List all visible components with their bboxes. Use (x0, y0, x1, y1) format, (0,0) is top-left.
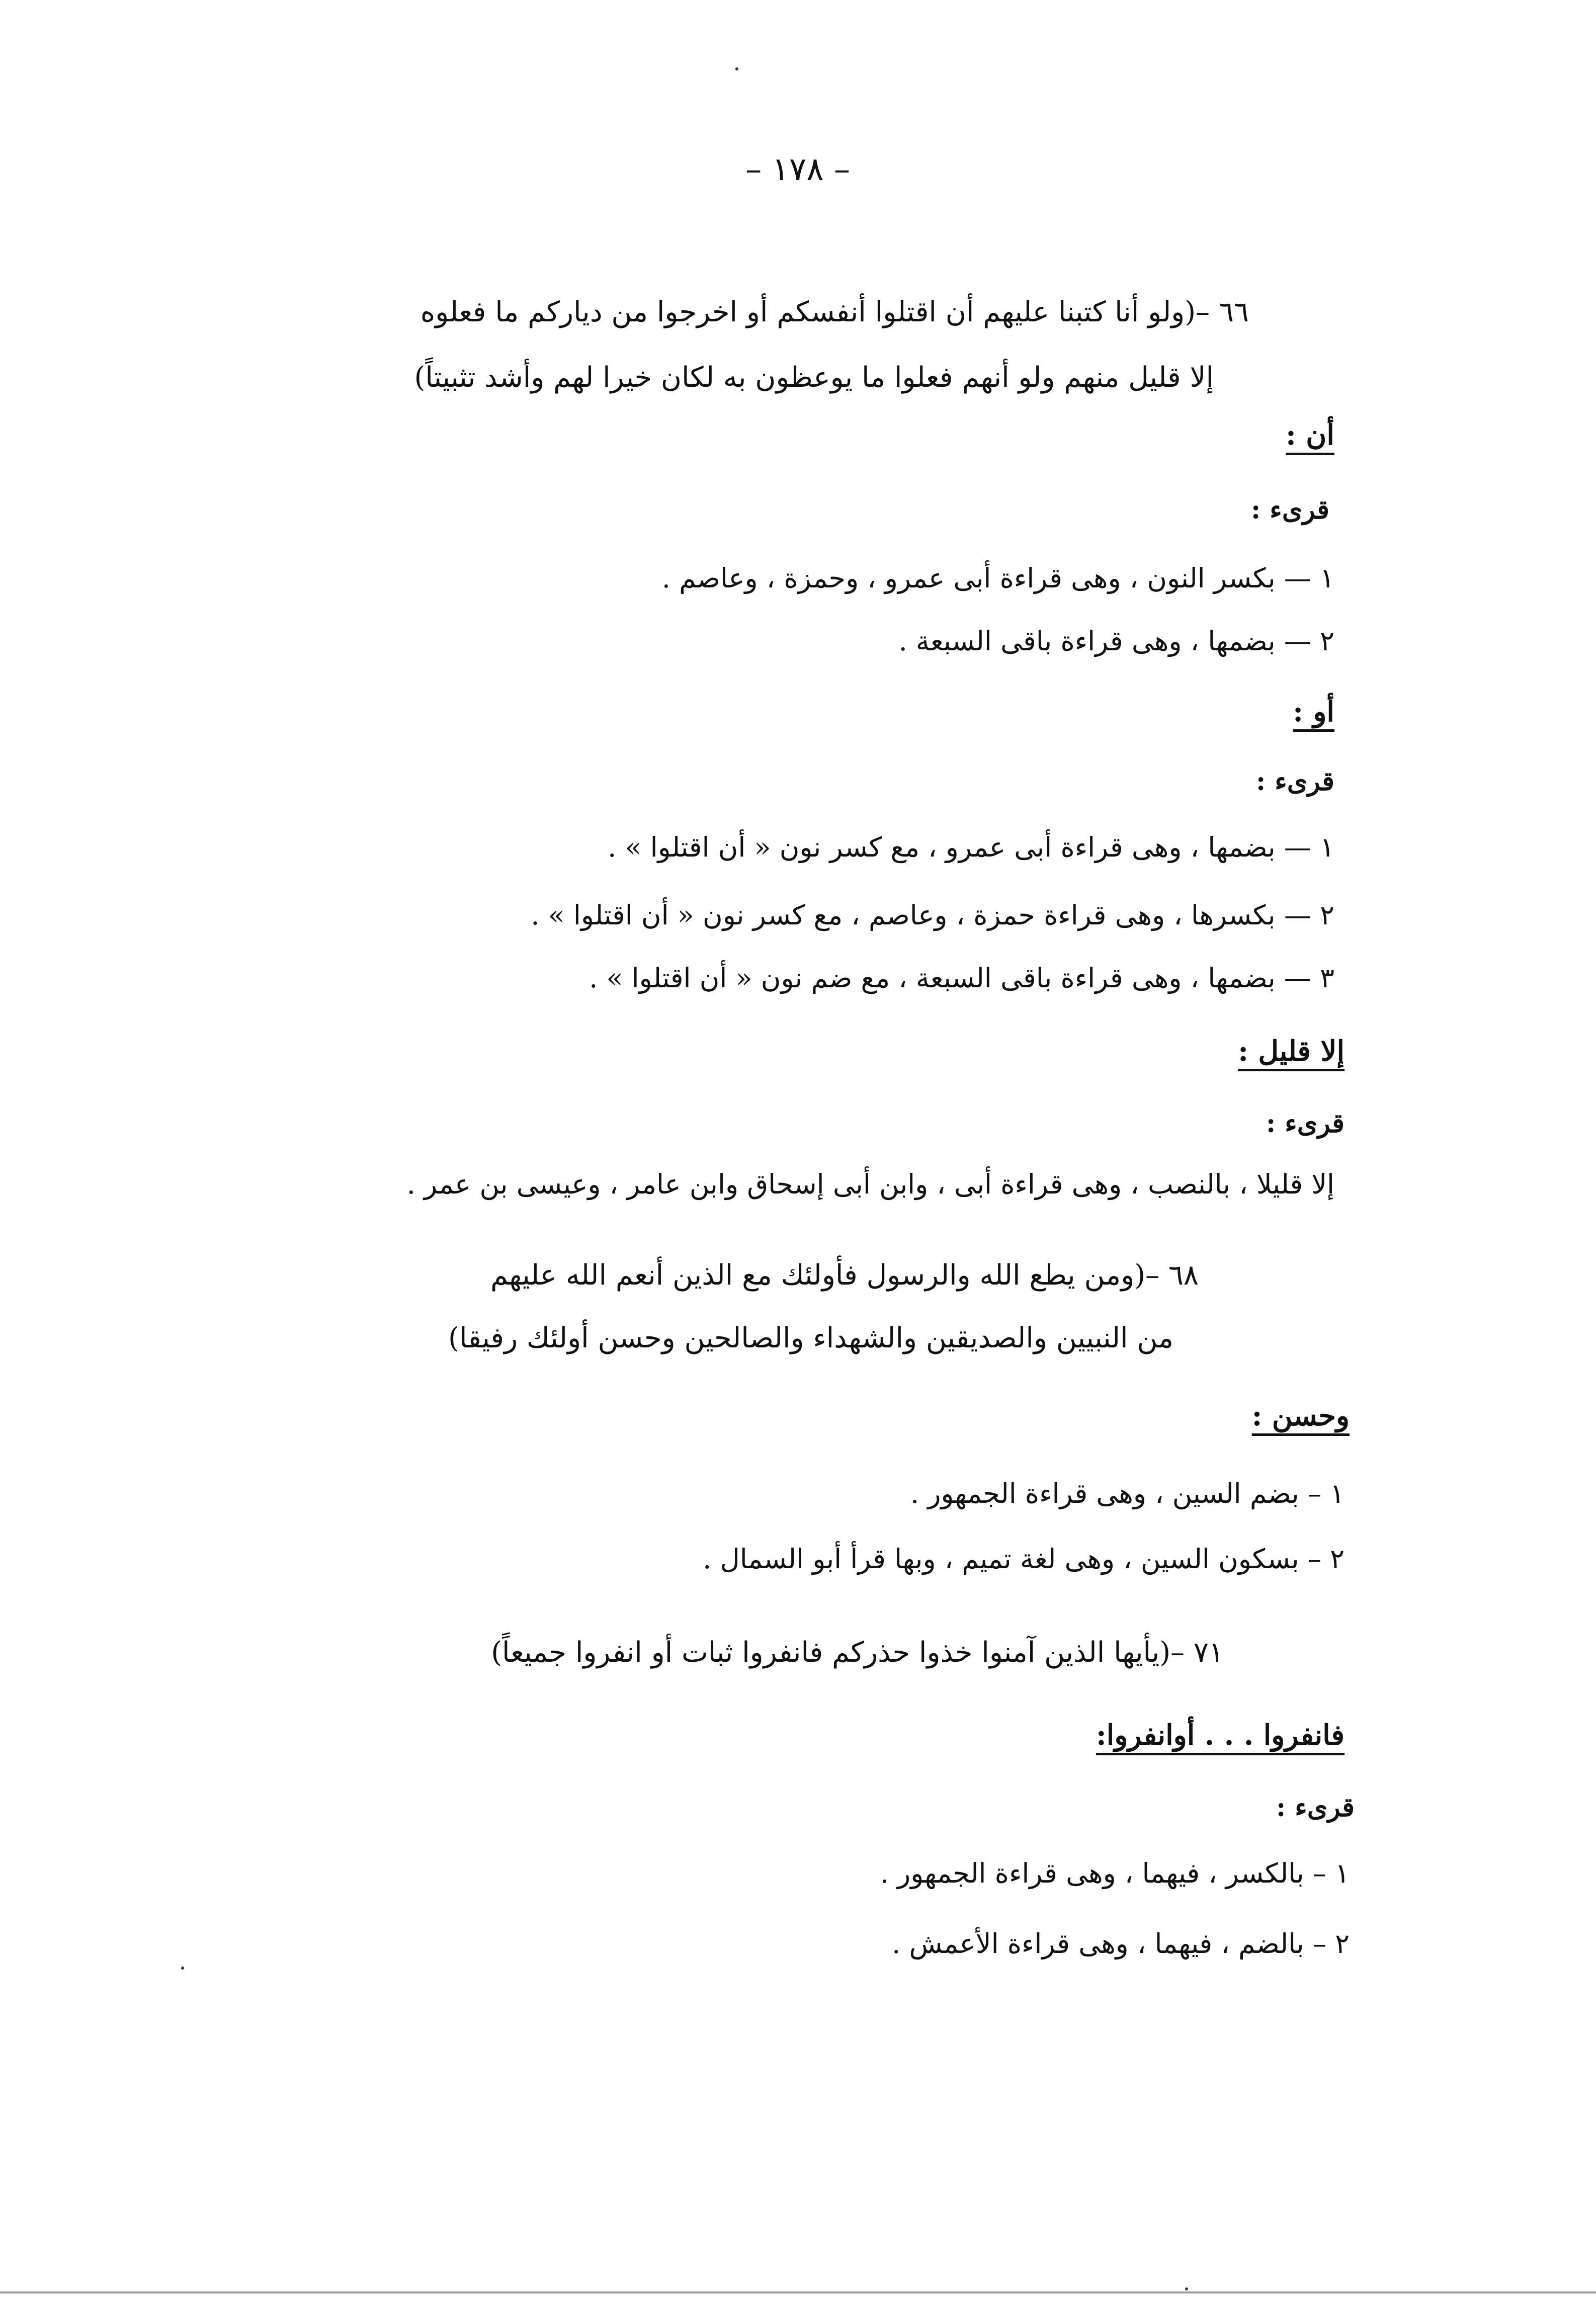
scan-speck (181, 1967, 184, 1970)
reading-item: ٢ – بسكون السين ، وهى لغة تميم ، وبها قرأ أبو السمال . (703, 1543, 1345, 1575)
reading-item: ٢ — بكسرها ، وهى قراءة حمزة ، وعاصم ، مع كسر نون « أن اقتلوا » . (531, 899, 1334, 931)
qurie-label: قرىء : (1251, 494, 1329, 525)
verse-68-line-1: ٦٨ –(ومن يطع الله والرسول فأولئك مع الذين أنعم الله عليهم (490, 1259, 1199, 1292)
scan-speck (1185, 2287, 1188, 2290)
verse-66-line-1: ٦٦ –(ولو أنا كتبنا عليهم أن اقتلوا أنفسكم أو اخرجوا من دياركم ما فعلوه (420, 296, 1249, 328)
verse-66-line-2: إلا قليل منهم ولو أنهم فعلوا ما يوعظون به لكان خيرا لهم وأشد تثبيتاً) (414, 361, 1214, 394)
reading-item: ١ — بكسر النون ، وهى قراءة أبى عمرو ، وحمزة ، وعاصم . (661, 562, 1334, 594)
qurie-label: قرىء : (1256, 766, 1334, 797)
reading-item: ٣ — بضمها ، وهى قراءة باقى السبعة ، مع ضم نون « أن اقتلوا » . (589, 962, 1334, 994)
heading-infiru: فانفروا . . . أوانفروا: (1096, 1719, 1345, 1752)
page-number: – ١٧٨ – (745, 151, 850, 188)
qurie-label: قرىء : (1276, 1792, 1355, 1823)
reading-item: ٢ — بضمها ، وهى قراءة باقى السبعة . (898, 625, 1334, 657)
heading-aw: أو : (1293, 695, 1334, 728)
reading-item: ١ – بالكسر ، فيهما ، وهى قراءة الجمهور . (880, 1857, 1350, 1889)
reading-item: ٢ – بالضم ، فيهما ، وهى قراءة الأعمش . (892, 1928, 1350, 1960)
reading-item: ١ – بضم السين ، وهى قراءة الجمهور . (910, 1478, 1345, 1509)
heading-illa-qalil: إلا قليل : (1238, 1035, 1345, 1068)
scan-speck (735, 67, 738, 70)
reading-item: إلا قليلا ، بالنصب ، وهى قراءة أبى ، وابن أبى إسحاق وابن عامر ، وعيسى بن عمر . (406, 1168, 1334, 1200)
heading-an: أن : (1286, 418, 1334, 452)
verse-71-line-1: ٧١ –(يأيها الذين آمنوا خذوا حذركم فانفروا ثبات أو انفروا جميعاً) (491, 1636, 1224, 1669)
qurie-label: قرىء : (1266, 1108, 1345, 1139)
bottom-edge-rule (0, 2291, 1596, 2293)
heading-hasuna: وحسن : (1251, 1399, 1350, 1432)
reading-item: ١ — بضمها ، وهى قراءة أبى عمرو ، مع كسر نون « أن اقتلوا » . (608, 831, 1334, 863)
verse-68-line-2: من النبيين والصديقين والشهداء والصالحين وحسن أولئك رفيقا) (448, 1322, 1173, 1354)
